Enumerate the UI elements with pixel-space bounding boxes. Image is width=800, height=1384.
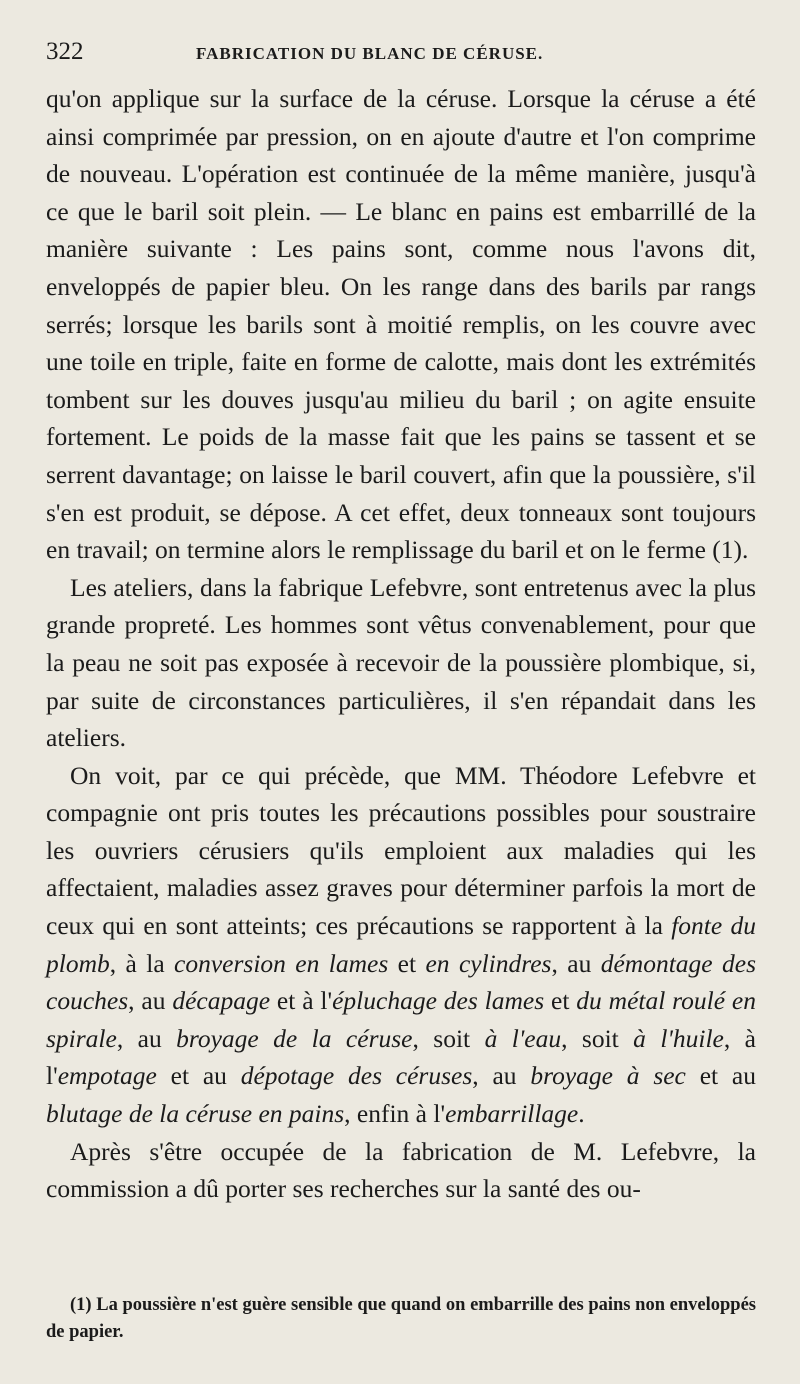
text-run: , enfin à l' — [344, 1099, 446, 1129]
page-number: 322 — [46, 38, 84, 65]
text-run: , au — [116, 1023, 177, 1053]
running-head — [46, 38, 756, 78]
body-text — [46, 80, 756, 1208]
italic-term: démontage des couches — [46, 948, 756, 1016]
paragraph-4: Après s'être occupée de la fabrication de M. Lefebvre, la commission a dû porter ses recherches sur la santé des ou- — [46, 1136, 756, 1204]
italic-term: blutage de la céruse en pains — [46, 1099, 345, 1129]
italic-term: en cylindres — [425, 948, 552, 978]
italic-term: à l'eau — [484, 1023, 562, 1053]
italic-term: broyage à sec — [530, 1061, 686, 1091]
footnote: (1) La poussière n'est guère sensible que quand on embarrille des pains non enveloppés de papier. — [46, 1295, 756, 1342]
italic-term: décapage — [172, 986, 271, 1016]
text-run: , à la — [109, 948, 175, 978]
paragraph-1: qu'on applique sur la surface de la céruse. Lorsque la céruse a été ainsi comprimée par pression, on en ajoute d'autre et l'on comprime de nouveau. L'opération est continuée de la même manière, jusqu'à ce que le baril soit plein. — Le blanc en pains est embarrillé de la manière suivante : Les pains sont, comme nous l'avons dit, enveloppés de papier bleu. On les range dans des barils par rangs serrés; lorsque les barils sont à moitié remplis, on les couvre avec une toile en triple, faite en forme de calotte, mais dont les extrémités tombent sur les douves jusqu'au milieu du baril ; on agite ensuite fortement. Le poids de la masse fait que les pains se tassent et se serrent davantage; on laisse le baril couvert, afin que la poussière, s'il s'en est produit, se dépose. A cet effet, deux tonneaux sont toujours en travail; on termine alors le remplissage du baril et on le ferme (1). — [46, 84, 756, 565]
text-run: et à l' — [270, 986, 333, 1016]
italic-term: embarrillage — [445, 1099, 579, 1129]
italic-term: à l'huile — [633, 1023, 724, 1053]
text-run: , soit — [561, 1023, 634, 1053]
text-run: et au — [156, 1061, 241, 1091]
italic-term: fonte du plomb — [46, 911, 756, 978]
paragraph-2: Les ateliers, dans la fabrique Lefebvre, sont entretenus avec la plus grande propreté. Les hommes sont vêtus convenablement, pour que la peau ne soit pas exposée à recevoir de la poussière plombique, si, par suite de circonstances particulières, il s'en répandait dans les ateliers. — [46, 572, 756, 753]
text-run: . — [578, 1099, 585, 1129]
text-run: , au — [472, 1061, 531, 1091]
text-run: , au — [128, 986, 173, 1016]
text-run: , soit — [412, 1023, 485, 1053]
text-run: , au — [551, 948, 601, 978]
text-run: et — [388, 948, 426, 978]
italic-term: empotage — [57, 1061, 157, 1091]
italic-term: conversion en lames — [174, 948, 389, 978]
italic-term: broyage de la céruse — [176, 1023, 413, 1053]
text-run: On voit, par ce qui précède, que MM. Théodore Lefebvre et compagnie ont pris toutes les précautions possibles pour soustraire les ouvriers cérusiers qu'ils emploient aux maladies qui les affectaient, maladies assez graves pour déterminer parfois la mort de ceux qui en sont atteints; ces précautions se rapportent à la — [46, 760, 756, 941]
running-title: FABRICATION DU BLANC DE CÉRUSE. — [196, 44, 544, 63]
text-run: et au — [685, 1061, 756, 1091]
paragraph-3 — [46, 757, 756, 1133]
italic-term: dépotage des céruses — [240, 1061, 473, 1091]
italic-term: du métal roulé en spirale — [46, 986, 757, 1053]
italic-term: épluchage des lames — [332, 986, 545, 1016]
text-run: et — [544, 986, 577, 1016]
text-run: , à l' — [46, 1023, 756, 1091]
